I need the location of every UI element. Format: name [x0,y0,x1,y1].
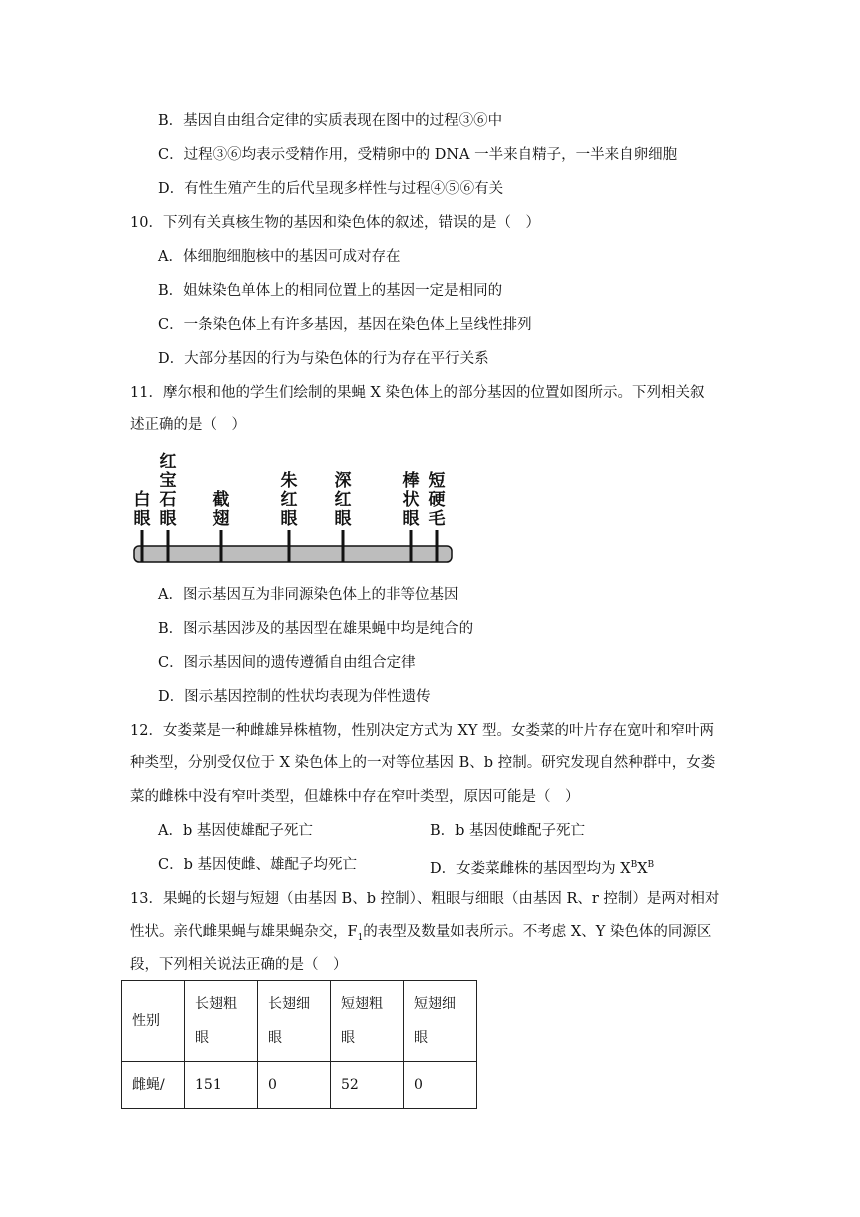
q9-option-c: C．过程③⑥均表示受精作用，受精卵中的 DNA 一半来自精子，一半来自卵细胞 [158,147,678,163]
q10-option-a: A．体细胞细胞核中的基因可成对存在 [158,249,401,265]
table-cell: 151 [185,1062,258,1109]
table-cell: 52 [331,1062,404,1109]
q12-stem-line2: 种类型，分别受仅位于 X 染色体上的一对等位基因 B、b 控制。研究发现自然种群中，女娄 [130,755,716,771]
f1-phenotype-table [121,980,477,1109]
q11-option-d: D．图示基因控制的性状均表现为伴性遗传 [158,689,431,705]
gene-label: 短硬毛 [428,471,446,529]
gene-label: 深红眼 [334,471,352,529]
table-row [122,1062,477,1109]
q10-option-c: C．一条染色体上有许多基因，基因在染色体上呈线性排列 [158,317,532,333]
q11-option-c: C．图示基因间的遗传遵循自由组合定律 [158,655,416,671]
gene-label: 红宝石眼 [159,452,177,529]
table-cell: 0 [404,1062,477,1109]
q12-option-a: A．b 基因使雄配子死亡 [158,823,313,839]
q13-stem-line3: 段，下列相关说法正确的是（ ） [130,957,348,973]
q11-option-a: A．图示基因互为非同源染色体上的非等位基因 [158,587,459,603]
gene-labels [134,452,446,529]
q11-stem-line2: 述正确的是（ ） [130,417,246,433]
q10-stem: 10．下列有关真核生物的基因和染色体的叙述，错误的是（ ） [130,215,540,231]
table-header-row [122,981,477,1062]
q13-stem-line1: 13．果蝇的长翅与短翅（由基因 B、b 控制）、粗眼与细眼（由基因 R、r 控制）是两对相对 [130,891,720,907]
q11-stem-line1: 11．摩尔根和他的学生们绘制的果蝇 X 染色体上的部分基因的位置如图所示。下列相关叙 [130,385,705,401]
table-cell: 0 [258,1062,331,1109]
gene-label: 截翅 [212,490,230,529]
q9-option-d: D．有性生殖产生的后代呈现多样性与过程④⑤⑥有关 [158,181,504,197]
q12-option-b: B．b 基因使雌配子死亡 [430,823,586,839]
table-header-cell: 短翅粗眼 [331,981,404,1062]
gene-label: 朱红眼 [280,471,298,529]
gene-label: 棒状眼 [402,471,420,529]
gene-label: 白眼 [133,490,151,529]
q12-stem-line3: 菜的雌株中没有窄叶类型，但雄株中存在窄叶类型，原因可能是（ ） [130,789,580,805]
chromosome-bar [134,546,452,562]
table-cell: 雌蝇/ [122,1062,185,1109]
q10-option-b: B．姐妹染色单体上的相同位置上的基因一定是相同的 [158,283,503,299]
q12-stem-line1: 12．女娄菜是一种雌雄异株植物，性别决定方式为 XY 型。女娄菜的叶片存在宽叶和窄叶两 [130,723,715,739]
q12-option-c: C．b 基因使雌、雄配子均死亡 [158,857,357,873]
q11-option-b: B．图示基因涉及的基因型在雄果蝇中均是纯合的 [158,621,474,637]
x-chromosome-gene-map [128,452,458,572]
q10-option-d: D．大部分基因的行为与染色体的行为存在平行关系 [158,351,489,367]
q12-option-d: D．女娄菜雌株的基因型均为 $X^BX^B$ [430,860,655,877]
table-header-cell: 长翅粗眼 [185,981,258,1062]
q9-option-b: B．基因自由组合定律的实质表现在图中的过程③⑥中 [158,113,503,129]
table-header-cell: 长翅细眼 [258,981,331,1062]
q13-stem-line2: 性状。亲代雌果蝇与雄果蝇杂交，$F_1$的表型及数量如表所示。不考虑 X、Y 染色体的同源区 [130,924,712,943]
table-header-cell: 性别 [122,981,185,1062]
table-header-cell: 短翅细眼 [404,981,477,1062]
